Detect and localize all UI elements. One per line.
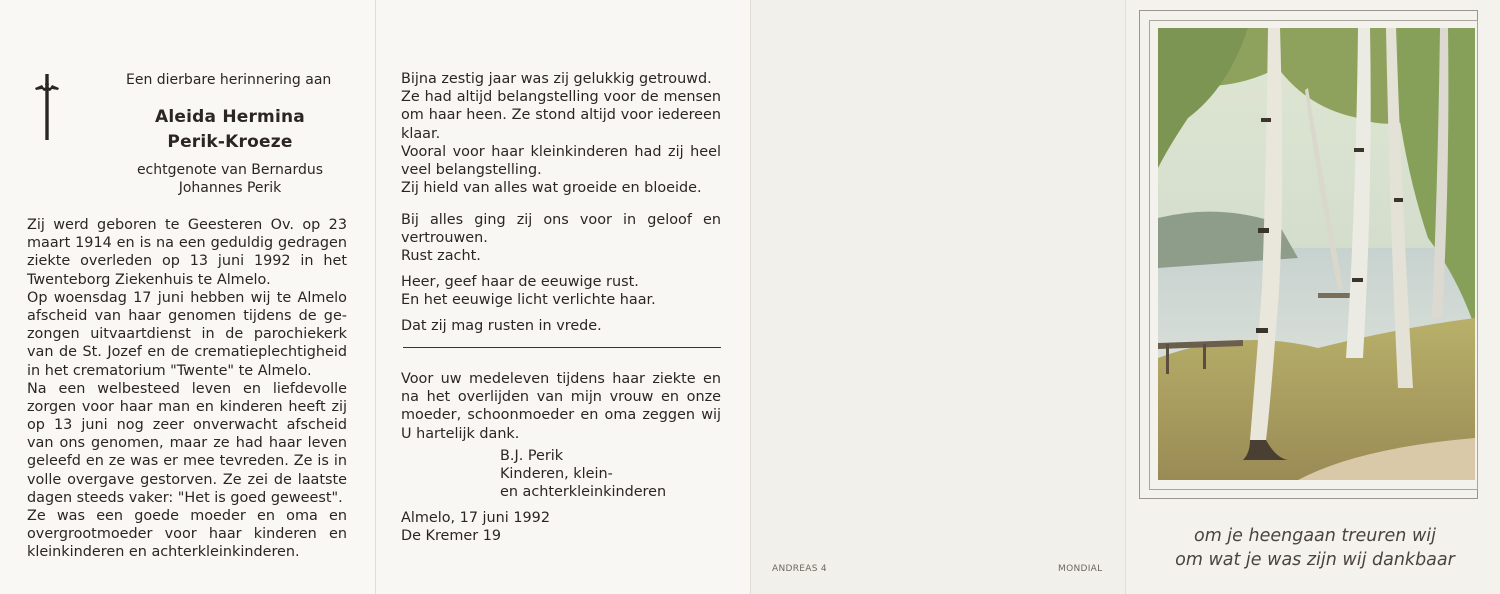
text-line: Na een welbesteed leven en liefdevolle: [27, 380, 347, 397]
text-line: volle overgave gestorven. Ze zei de laatste: [27, 471, 347, 488]
fold-line: [1125, 0, 1126, 594]
biography-text: [27, 216, 347, 562]
text-line: van de St. Jozef en de crematieplechtigheid: [27, 344, 347, 361]
life-paragraph: [401, 70, 721, 197]
text-line: Heer, geef haar de eeuwige rust.: [401, 274, 639, 290]
printer-mark: ANDREAS 4: [772, 564, 827, 574]
text-line: Voor uw medeleven tijdens haar ziekte en: [401, 371, 721, 387]
text-line: Vooral voor haar kleinkinderen had zij heel: [401, 143, 721, 160]
text-line: En het eeuwige licht verlichte haar.: [401, 292, 656, 309]
fold-line: [375, 0, 376, 594]
text-line: Bijna zestig jaar was zij gelukkig getrouwd.: [401, 71, 712, 87]
text-line: op 13 juni nog zeer onverwacht afscheid: [27, 417, 347, 434]
spouse-line: Johannes Perik: [178, 180, 282, 196]
text-line: in het crematorium "Twente" te Almelo.: [27, 362, 312, 379]
text-line: vertrouwen.: [401, 230, 488, 247]
text-line: Bij alles ging zij ons voor in geloof en: [401, 212, 721, 228]
divider-line: [403, 347, 721, 348]
thanks-paragraph: [401, 370, 721, 443]
printer-mark: MONDIAL: [1058, 564, 1103, 574]
text-line: zorgen voor haar man en kinderen heeft zij: [27, 398, 347, 415]
text-line: na het overlijden van mijn vrouw en onze: [401, 389, 721, 406]
text-line: dagen steeds vaker: "Het is goed geweest".: [27, 489, 343, 506]
text-line: om haar heen. Ze stond altijd voor iedereen: [401, 107, 721, 124]
text-line: Ze had altijd belangstelling voor de mensen: [401, 89, 721, 106]
deceased-first-names: Aleida Hermina: [155, 107, 305, 127]
verse-line: om je heengaan treuren wij: [1193, 526, 1436, 546]
text-line: van ons genomen, maar ze had haar leven: [27, 435, 347, 452]
text-line: veel belangstelling.: [401, 161, 542, 178]
text-line: en achterkleinkinderen: [500, 484, 667, 501]
text-line: geleefd en ze was er mee tevreden. Ze is in: [27, 453, 347, 470]
text-line: Op woensdag 17 juni hebben wij te Almelo: [27, 289, 347, 306]
fold-line: [750, 0, 751, 594]
prayer-text: [401, 273, 721, 309]
faith-paragraph: [401, 211, 721, 266]
text-line: Kinderen, klein-: [500, 466, 613, 483]
text-line: moeder, schoonmoeder en oma zeggen wij: [401, 407, 721, 424]
intro-text: Een dierbare herinnering aan: [126, 72, 332, 88]
text-line: Zij werd geboren te Geesteren Ov. op 23: [27, 217, 347, 233]
signature-block: [500, 447, 720, 502]
lake-birch-photo: [1158, 28, 1475, 480]
text-line: maart 1914 en is na een geduldig gedragen: [27, 235, 347, 252]
rest-in-peace-line: Dat zij mag rusten in vrede.: [401, 318, 602, 334]
text-line: overgrootmoeder voor haar kinderen en: [27, 526, 347, 543]
text-line: klaar.: [401, 125, 441, 142]
verse-line: om wat je was zijn wij dankbaar: [1175, 550, 1455, 570]
text-line: B.J. Perik: [500, 448, 564, 464]
text-line: afscheid van haar genomen tijdens de ge-: [27, 307, 347, 324]
address: De Kremer 19: [401, 528, 502, 544]
cross-icon: [33, 72, 61, 142]
place-date: Almelo, 17 juni 1992: [401, 510, 550, 526]
text-line: Twenteborg Ziekenhuis te Almelo.: [27, 271, 271, 288]
spouse-line: echtgenote van Bernardus: [136, 162, 324, 178]
text-line: zongen uitvaartdienst in de parochiekerk: [27, 326, 347, 343]
text-line: Ze was een goede moeder en oma en: [27, 508, 347, 525]
text-line: Rust zacht.: [401, 248, 481, 265]
text-line: Zij hield van alles wat groeide en bloeide.: [401, 180, 702, 197]
text-line: ziekte overleden op 13 juni 1992 in het: [27, 253, 347, 270]
text-line: U hartelijk dank.: [401, 425, 520, 442]
deceased-surname: Perik-Kroeze: [167, 132, 293, 152]
text-line: kleinkinderen en achterkleinkinderen.: [27, 544, 300, 561]
card-back-panel: [750, 0, 1125, 594]
